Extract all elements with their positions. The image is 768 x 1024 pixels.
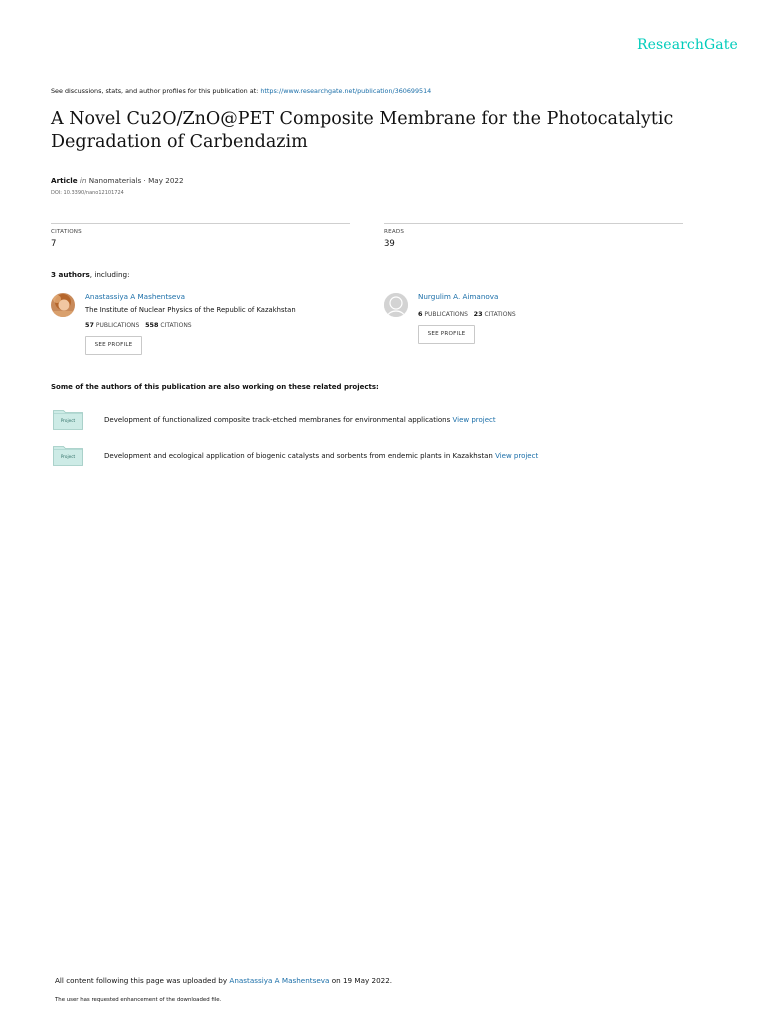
author-name-link[interactable]: Nurgulim A. Aimanova xyxy=(418,292,499,301)
author-publications-label: PUBLICATIONS xyxy=(424,311,468,318)
default-avatar[interactable] xyxy=(384,293,408,317)
author-citations-count: 23 xyxy=(473,310,483,318)
author-citations-label: CITATIONS xyxy=(484,311,516,318)
uploader-link[interactable]: Anastassiya A Mashentseva xyxy=(229,976,330,985)
project-icon-label: Project xyxy=(60,454,76,459)
project-folder-icon xyxy=(53,409,83,430)
article-meta xyxy=(51,176,184,185)
user-placeholder-icon xyxy=(384,293,408,317)
author-photo-icon xyxy=(51,293,75,317)
see-profile-button[interactable]: SEE PROFILE xyxy=(85,336,142,355)
related-project-item xyxy=(104,416,496,424)
related-projects-heading: Some of the authors of this publication are also working on these related projects: xyxy=(51,383,379,391)
upload-notice xyxy=(55,976,392,985)
enhancement-note: The user has requested enhancement of the downloaded file. xyxy=(55,997,222,1003)
author-publications-count: 57 xyxy=(85,321,94,329)
see-profile-button[interactable]: SEE PROFILE xyxy=(418,325,475,344)
authors-including: , including: xyxy=(89,270,130,279)
article-in-word: in xyxy=(79,176,87,185)
project-icon-label: Project xyxy=(60,418,76,423)
author-citations-count: 558 xyxy=(145,321,159,329)
reads-value: 39 xyxy=(384,239,395,249)
article-type: Article xyxy=(51,176,78,185)
article-title: A Novel Cu2O/ZnO@PET Composite Membrane for the Photocatalytic Degradation of Carbendazim xyxy=(51,109,674,152)
see-discussions-text: See discussions, stats, and author profiles for this publication at: xyxy=(51,87,261,95)
citations-value: 7 xyxy=(51,239,57,249)
author-publications-label: PUBLICATIONS xyxy=(95,322,140,329)
citations-label: CITATIONS xyxy=(51,229,82,235)
see-discussions-line xyxy=(51,87,431,95)
citations-divider xyxy=(51,223,350,224)
researchgate-logo[interactable]: ResearchGate xyxy=(637,37,738,53)
author-citations-label: CITATIONS xyxy=(160,322,192,329)
upload-suffix: on 19 May 2022. xyxy=(329,976,393,985)
authors-heading xyxy=(51,270,130,279)
authors-count: 3 authors xyxy=(51,270,90,279)
publication-url-link[interactable]: https://www.researchgate.net/publication/360699514 xyxy=(260,87,432,95)
author-affiliation: The Institute of Nuclear Physics of the Republic of Kazakhstan xyxy=(85,306,296,314)
article-journal-date: Nanomaterials · May 2022 xyxy=(88,176,184,185)
author-publications-count: 6 xyxy=(418,310,423,318)
project-folder-icon xyxy=(53,445,83,466)
view-project-link[interactable]: View project xyxy=(452,416,496,424)
author-name-link[interactable]: Anastassiya A Mashentseva xyxy=(85,292,186,301)
author-stats xyxy=(418,310,516,318)
upload-prefix: All content following this page was uploaded by xyxy=(55,976,230,985)
reads-label: READS xyxy=(384,229,405,235)
reads-divider xyxy=(384,223,683,224)
author-stats xyxy=(85,321,192,329)
related-project-title: Development and ecological application of biogenic catalysts and sorbents from endemic plants in Kazakhstan xyxy=(104,452,496,460)
author-avatar-photo[interactable] xyxy=(51,293,75,317)
view-project-link[interactable]: View project xyxy=(495,452,539,460)
related-project-title: Development of functionalized composite track-etched membranes for environmental applications xyxy=(104,416,453,424)
related-project-item xyxy=(104,452,538,460)
article-doi: DOI: 10.3390/nano12101724 xyxy=(51,190,124,196)
